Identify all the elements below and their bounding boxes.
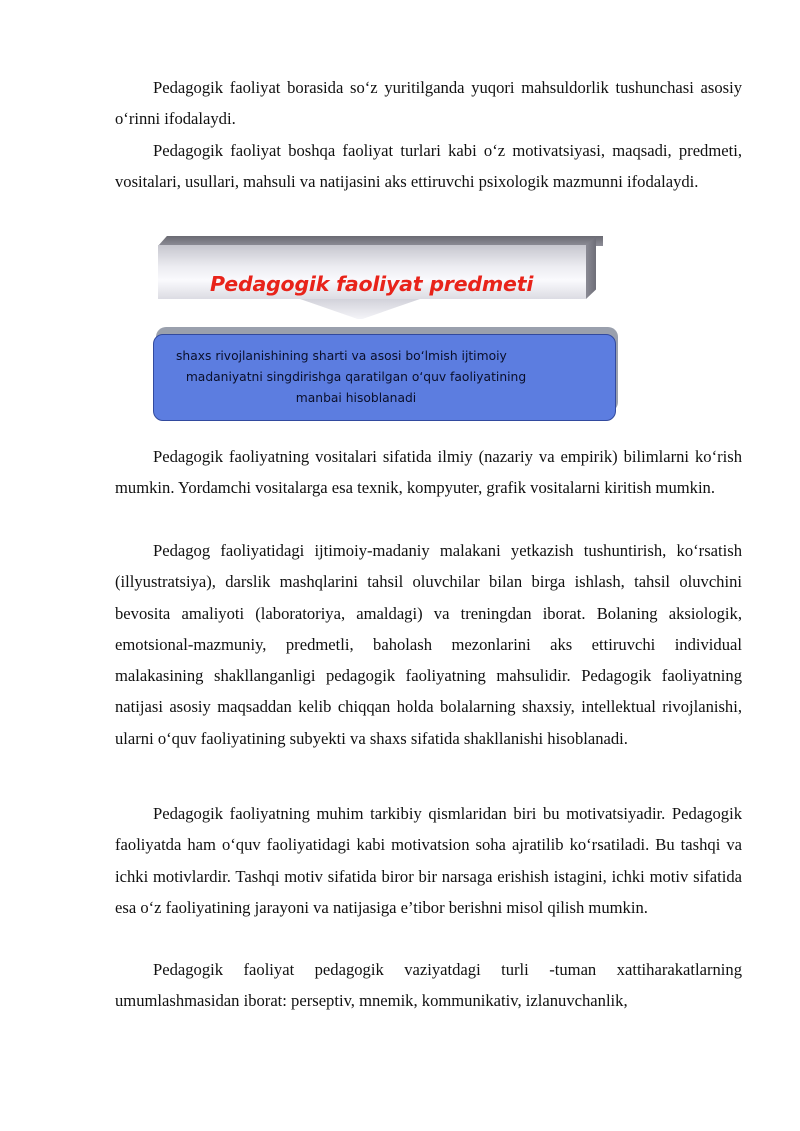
paragraph-3: Pedagogik faoliyatning vositalari sifatida ilmiy (nazariy va empirik) bilimlarni ko‘rish mumkin. Yordamchi vositalarga esa texnik, kompyuter, grafik vositalarni kiritish mumkin.	[115, 447, 742, 498]
definition-line-3: manbai hisoblanadi	[295, 391, 417, 405]
banner-arrow	[300, 299, 420, 319]
paragraph-5: Pedagogik faoliyatning muhim tarkibiy qismlaridan biri bu motivatsiyadir. Pedagogik faoliyatda ham o‘quv faoliyatidagi kabi motivatsion soha ajratilib ko‘rsatiladi. Bu tashqi va ichki motivlardir. Tashqi motiv sifatida biror bir narsaga erishish istagini, ichki motiv sifatida esa o‘z faoliyatining jarayoni va natijasiga e’tibor berishni misol qilish mumkin.	[115, 804, 742, 917]
paragraph-6: Pedagogik faoliyat pedagogik vaziyatdagi turli -tuman xattiharakatlarning umumlashmasidan iborat: perseptiv, mnemik, kommunikativ, izlanuvchanlik,	[115, 960, 742, 1011]
subject-diagram	[150, 236, 625, 428]
banner-side-edge	[586, 236, 596, 299]
definition-text	[176, 346, 536, 409]
definition-line-1: shaxs rivojlanishining sharti va asosi bo‘lmish ijtimoiy	[176, 349, 507, 363]
paragraph-4: Pedagog faoliyatidagi ijtimoiy-madaniy malakani yetkazish tushuntirish, ko‘rsatish (illyustratsiya), darslik mashqlarini tahsil oluvchilar bilan birga ishlash, tahsil oluvchini bevosita amaliyoti (laboratoriya, amaldagi) va treningdan iborat. Bolaning aksiologik, emotsional-mazmuniy, predmetli, baholash mezonlarini aks ettiruvchi individual malakasining shakllanganligi pedagogik faoliyatning mahsulidir. Pedagogik faoliyatning natijasi asosiy maqsaddan kelib chiqqan holda bolalarning shaxsiy, intellektual rivojlanishi, ularni o‘quv faoliyatining subyekti va shaxs sifatida shakllanishi hisoblanadi.	[115, 541, 742, 748]
paragraph-1: Pedagogik faoliyat borasida so‘z yuritilganda yuqori mahsuldorlik tushunchasi asosiy o‘rinni ifodalaydi.	[115, 78, 742, 129]
definition-line-2: madaniyatni singdirishga qaratilgan o‘quv faoliyatining	[185, 370, 527, 384]
paragraph-2: Pedagogik faoliyat boshqa faoliyat turlari kabi o‘z motivatsiyasi, maqsadi, predmeti, vositalari, usullari, mahsuli va natijasini aks ettiruvchi psixologik mazmunni ifodalaydi.	[115, 141, 742, 192]
diagram-title: Pedagogik faoliyat predmeti	[210, 272, 534, 296]
